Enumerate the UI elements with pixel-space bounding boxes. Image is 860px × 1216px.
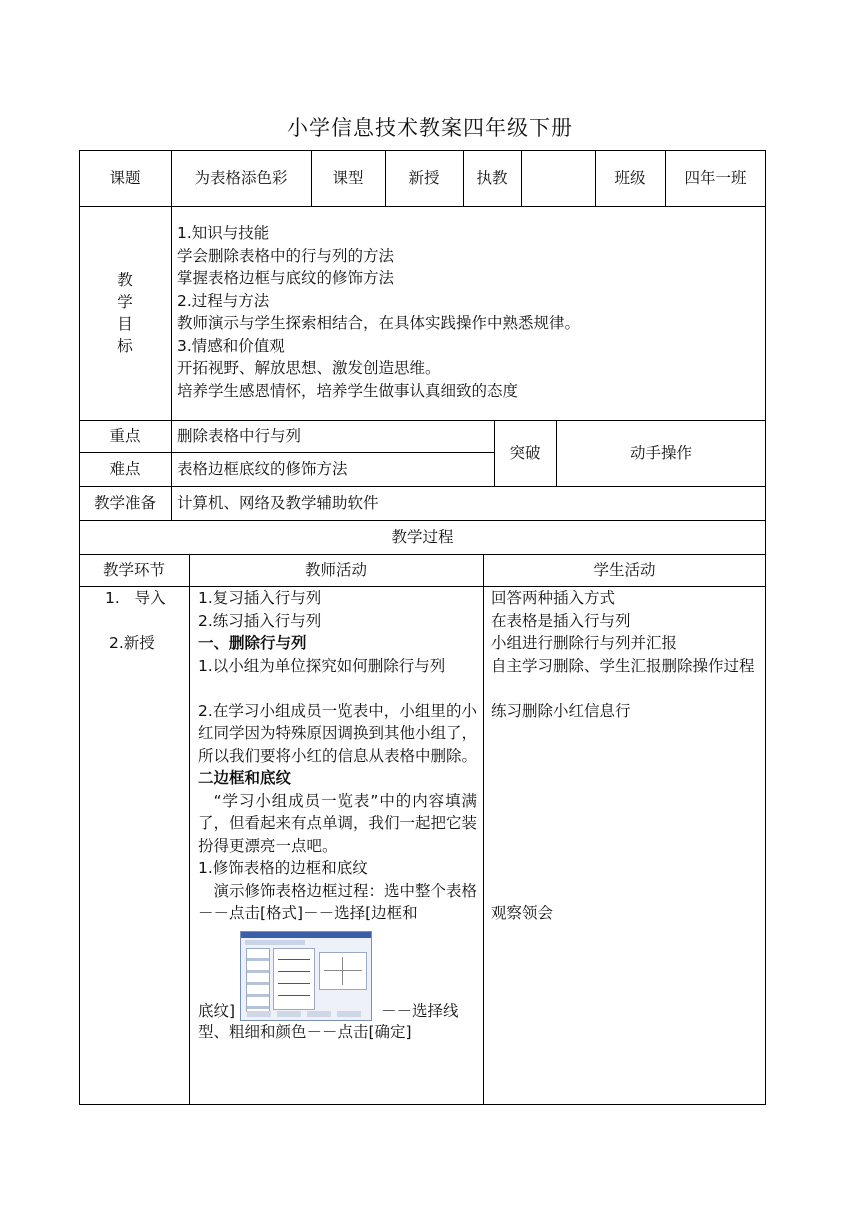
student-observe: 观察领会 [491,904,554,922]
teacher-line-with-dialog [198,931,477,1021]
teacher-paragraph: 2.在学习小组成员一览表中，小组里的小红同学因为特殊原因调换到其他小组了，所以我们要将小红的信息从表格中删除。 [198,701,478,765]
topic-value: 为表格添色彩 [194,168,288,187]
student-line: 自主学习删除、学生汇报删除操作过程 [491,656,755,675]
doc-title: 小学信息技术教案四年级下册 [287,116,573,140]
class-label: 班级 [614,168,646,187]
student-line: 回答两种插入方式 [491,589,616,607]
objective-line: 掌握表格边框与底纹的修饰方法 [177,269,395,287]
objective-line: 3.情感和价值观 [177,336,285,355]
objective-line: 2.过程与方法 [177,291,270,310]
blank-line [198,677,477,700]
section-heading-border: 二边框和底纹 [198,769,292,787]
objective-line: 学会删除表格中的行与列的方法 [177,246,395,265]
student-line: 小组进行删除行与列并汇报 [491,634,678,652]
objective-line: 教师演示与学生探索相结合，在具体实践操作中熟悉规律。 [177,314,581,332]
stage-column-header: 教学环节 [102,560,165,579]
teacher-value [521,150,595,206]
section-heading-delete: 一、删除行与列 [198,634,307,652]
stage-intro: 1. 导入 [105,589,166,607]
process-title: 教学过程 [391,527,454,546]
teacher-line: 2.练习插入行与列 [198,611,322,630]
objectives-content [177,222,762,402]
student-activity [491,587,759,722]
teacher-paragraph: 演示修饰表格边框过程：选中整个表格－－点击[格式]－－选择[边框和 [198,881,478,922]
breakthrough-label: 突破 [509,443,541,462]
breakthrough-value: 动手操作 [629,443,692,462]
teacher-label: 执教 [476,168,508,187]
objective-line: 1.知识与技能 [177,224,270,242]
teacher-line: 型、粗细和颜色－－点击[确定] [198,1022,412,1041]
objectives-label-char: 标 [117,337,133,355]
type-value: 新授 [408,168,440,187]
objectives-label-char: 教 [117,271,133,289]
teacher-line: 1.复习插入行与列 [198,589,322,607]
lesson-plan-table [79,150,766,1105]
teacher-line: 1.以小组为单位探究如何删除行与列 [198,656,446,675]
teacher-paragraph: “学习小组成员一览表”中的内容填满了，但看起来有点单调，我们一起把它装扮得更漂亮一点吧。 [198,791,478,855]
objective-line: 开拓视野、解放思想、激发创造思维。 [177,359,441,377]
objectives-label [79,206,171,420]
teacher-activity [198,587,477,1043]
teacher-text: －－选择线 [380,1001,459,1020]
student-line: 练习删除小红信息行 [491,701,631,720]
objectives-label-char: 学 [117,293,133,311]
difficulty-label: 难点 [109,459,141,478]
key-point-label: 重点 [109,426,141,445]
key-point-value: 删除表格中行与列 [177,427,302,445]
student-line: 在表格是插入行与列 [491,611,631,630]
blank-line [491,677,759,700]
type-label: 课型 [332,168,364,187]
teacher-text: 底纹] [198,1001,236,1020]
difficulty-value: 表格边框底纹的修饰方法 [177,460,348,478]
border-shading-dialog-image [240,931,372,1021]
topic-label: 课题 [109,168,141,187]
objective-line: 培养学生感恩情怀，培养学生做事认真细致的态度 [177,381,519,400]
class-value: 四年一班 [684,168,747,187]
preparation-value: 计算机、网络及教学辅助软件 [177,494,379,512]
teacher-line: 1.修饰表格的边框和底纹 [198,859,368,877]
teacher-column-header: 教师活动 [304,560,367,579]
student-column-header: 学生活动 [593,560,656,579]
objectives-label-char: 目 [117,315,133,333]
preparation-label: 教学准备 [93,493,156,512]
stage-new-lesson: 2.新授 [109,634,155,652]
